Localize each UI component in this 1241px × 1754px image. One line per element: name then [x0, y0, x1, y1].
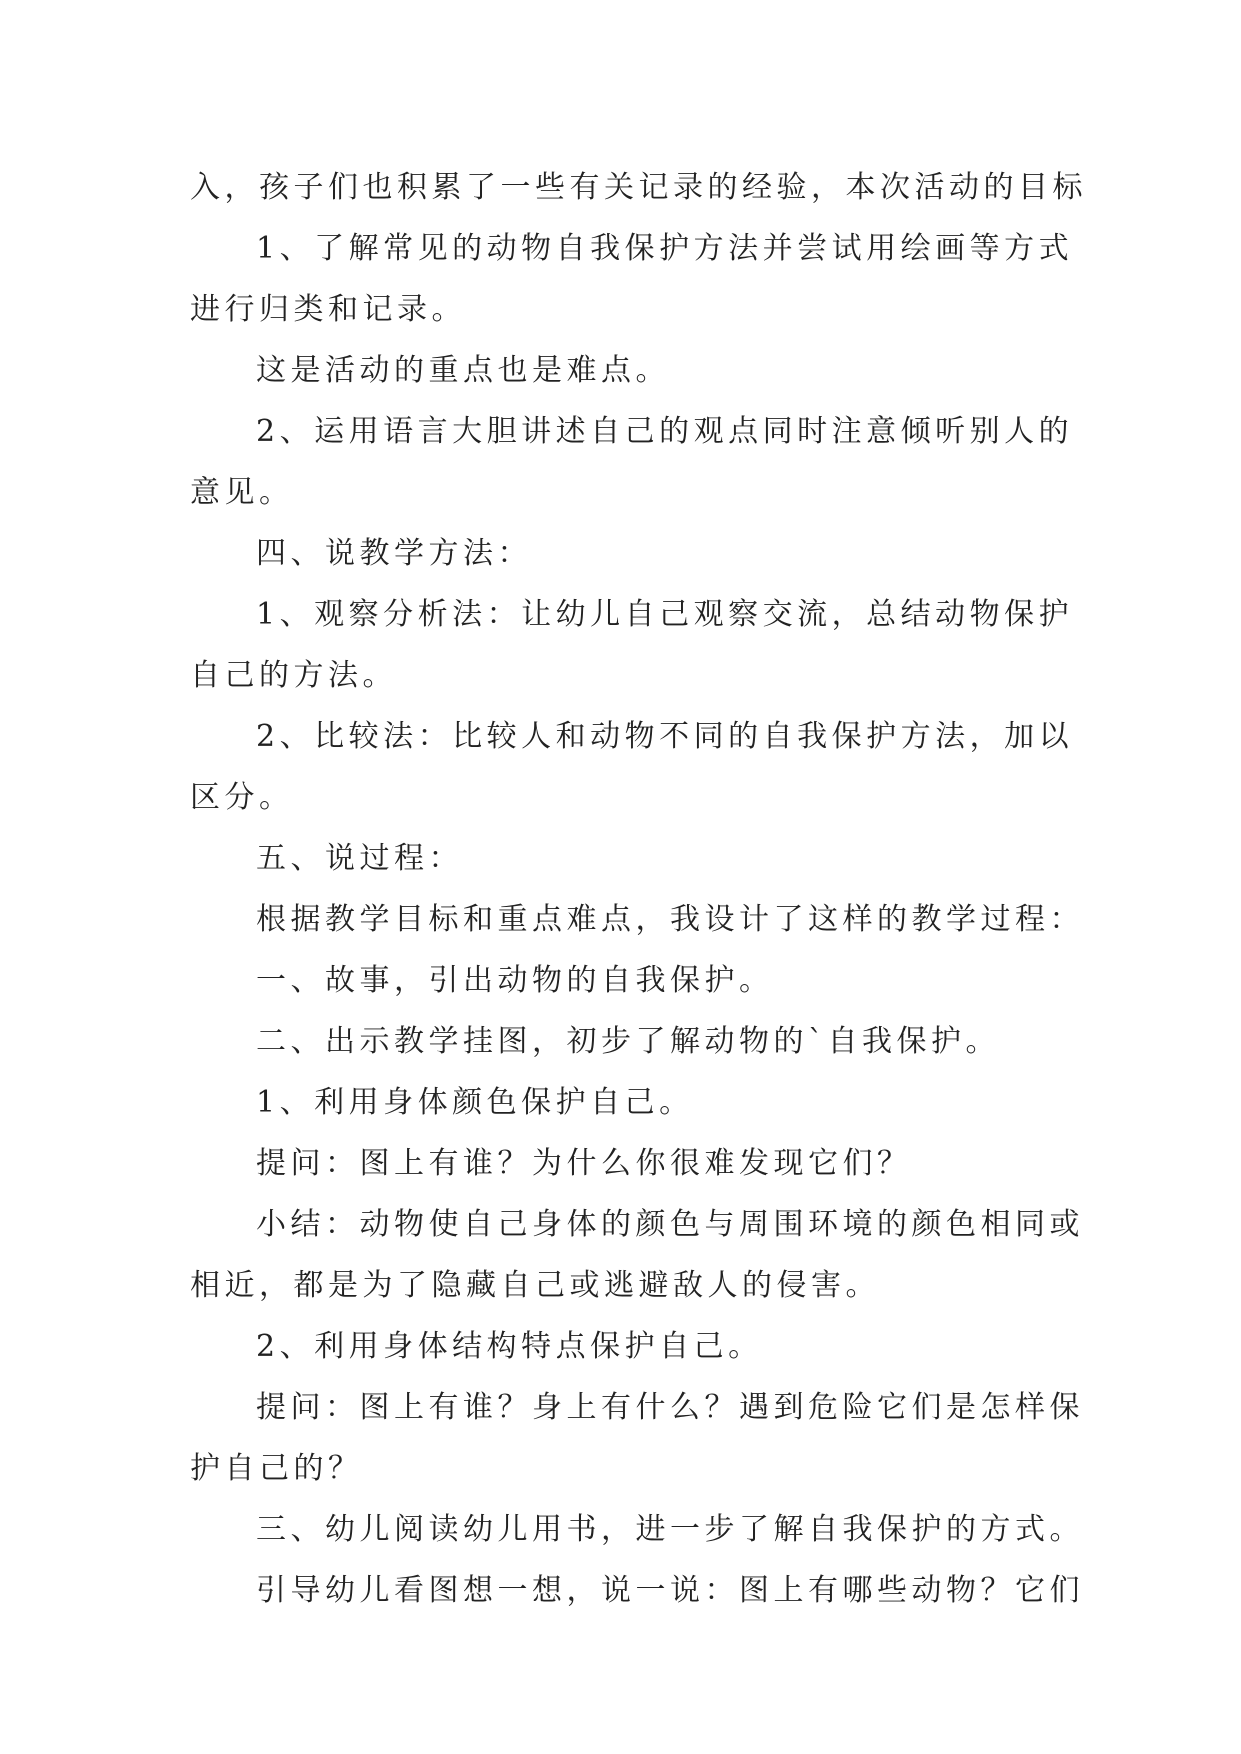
- text-line-21: 提问：图上有谁？身上有什么？遇到危险它们是怎样保: [256, 1390, 1084, 1425]
- text-line-8: 1、观察分析法：让幼儿自己观察交流，总结动物保护: [256, 597, 1074, 632]
- text-line-20: 2、利用身体结构特点保护自己。: [256, 1329, 763, 1364]
- section-heading-methods: 四、说教学方法：: [256, 536, 532, 571]
- text-line-13: 根据教学目标和重点难点，我设计了这样的教学过程：: [256, 902, 1084, 937]
- text-line-9: 自己的方法。: [190, 658, 397, 693]
- text-line-23: 三、幼儿阅读幼儿用书，进一步了解自我保护的方式。: [256, 1512, 1084, 1547]
- text-line-6: 意见。: [190, 475, 294, 510]
- text-line-16: 1、利用身体颜色保护自己。: [256, 1085, 694, 1120]
- text-line-1: 入，孩子们也积累了一些有关记录的经验，本次活动的目标: [190, 170, 1087, 205]
- text-line-14: 一、故事，引出动物的自我保护。: [256, 963, 774, 998]
- text-line-10: 2、比较法：比较人和动物不同的自我保护方法，加以: [256, 719, 1074, 754]
- text-line-18: 小结：动物使自己身体的颜色与周围环境的颜色相同或: [256, 1207, 1084, 1242]
- text-line-19: 相近，都是为了隐藏自己或逃避敌人的侵害。: [190, 1268, 880, 1303]
- text-line-4: 这是活动的重点也是难点。: [256, 353, 670, 388]
- text-line-2: 1、了解常见的动物自我保护方法并尝试用绘画等方式: [256, 231, 1074, 266]
- text-line-11: 区分。: [190, 780, 294, 815]
- text-line-3: 进行归类和记录。: [190, 292, 466, 327]
- text-line-5: 2、运用语言大胆讲述自己的观点同时注意倾听别人的: [256, 414, 1074, 449]
- section-heading-process: 五、说过程：: [256, 841, 463, 876]
- text-line-24: 引导幼儿看图想一想，说一说：图上有哪些动物？它们: [256, 1573, 1084, 1608]
- body-text: [190, 157, 1087, 1621]
- text-line-22: 护自己的？: [190, 1451, 363, 1486]
- text-line-15: 二、出示教学挂图，初步了解动物的`自我保护。: [256, 1024, 1000, 1059]
- text-line-17: 提问：图上有谁？为什么你很难发现它们？: [256, 1146, 912, 1181]
